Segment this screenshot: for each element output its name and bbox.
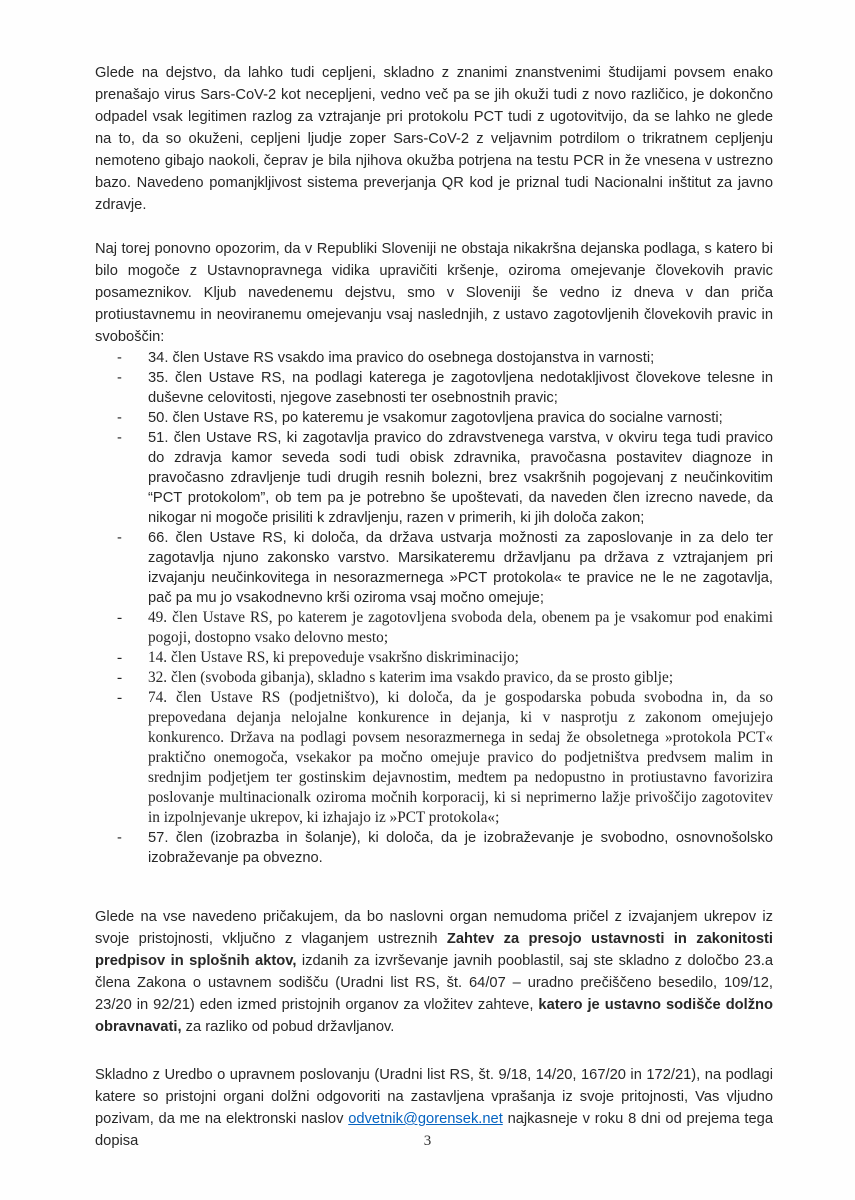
- constitution-article-item: [95, 528, 773, 608]
- constitution-articles-list: [95, 348, 773, 868]
- list-dash: -: [117, 669, 123, 686]
- paragraph-intro-pct: Glede na dejstvo, da lahko tudi cepljeni, skladno z znanimi znanstvenimi študijami povsem enako prenašajo virus Sars-CoV-2 kot necepljeni, vedno več pa se jih okuži tudi z novo različico, je dokončno odpadel vsak legitimen razlog za vztrajanje pri protokolu PCT tudi z ugotovitvijo, da se lahko ne glede na to, da so okuženi, cepljeni ljudje zoper Sars-CoV-2 z veljavnim potrdilom o trikratnem cepljenju nemoteno gibajo naokoli, čeprav je bila njihova okužba potrjena na testu PCR in že vnesena v ustrezno bazo. Navedeno pomanjkljivost sistema preverjanja QR kod je priznal tudi Nacionalni inštitut za javno zdravje.: [95, 65, 773, 213]
- document-body: [95, 62, 773, 1152]
- list-item-text: 49. člen Ustave RS, po katerem je zagotovljena svoboda dela, obenem pa je vsakomur pod enakimi pogoji, dostopno vsako delovno mesto;: [148, 609, 773, 646]
- list-item-text: 51. člen Ustave RS, ki zagotavlja pravico do zdravstvenega varstva, v okviru tega tudi pravico do zdravja kamor seveda sodi tudi obisk zdravnika, pravočasna postavitev diagnoze in pravočasno zdravljenje tudi drugih resnih bolezni, brez vsakršnih pogojevanj z neučinkovitim “PCT protokolom”, ob tem pa je potrebno še upoštevati, da naveden člen izrecno navede, da nikogar ni mogoče prisiliti k zdravljenju, razen v primerih, ki jih določa zakon;: [148, 430, 773, 526]
- list-dash: -: [117, 350, 122, 366]
- paragraph-demand: [95, 906, 773, 1038]
- list-dash: -: [117, 689, 123, 706]
- list-item-text: 74. člen Ustave RS (podjetništvo), ki določa, da je gospodarska pobuda svobodna in, da so prepovedana dejanja nelojalne konkurence in dejanja, ki v nasprotju z zakonom omejujejo konkurenco. Država na podlagi povsem nesorazmernega in sedaj že obsoletnega »protokola PCT« praktično onemogoča, vsekakor pa močno omejuje pravico do podjetništva predvsem malim in srednjim podjetjem ter gostinskim dejavnostim, medtem pa nedopustno in protiustavno favorizira poslovanje multinacionalk oziroma močnih korporacij, ki si neprimerno lažje privoščijo zagotovitev in izpolnjevanje ukrepov, ki izhajajo iz »PCT protokola«;: [148, 689, 773, 826]
- constitution-article-item: [95, 828, 773, 868]
- constitution-article-item: [95, 348, 773, 368]
- constitution-article-item: [95, 608, 773, 648]
- text-run: najkasneje v roku 8 dni od prejema tega dopisa: [95, 1111, 773, 1149]
- email-link[interactable]: odvetnik@gorensek.net: [348, 1111, 503, 1127]
- paragraph-constitutional-rights: Naj torej ponovno opozorim, da v Republiki Sloveniji ne obstaja nikakršna dejanska podlaga, s katero bi bilo mogoče z Ustavnopravnega vidika upravičiti kršenje, oziroma omejevanje človekovih pravic posameznikov. Kljub navedenemu dejstvu, smo v Sloveniji še vedno iz dneva v dan priča protiustavnemu in neoviranemu omejevanju vsaj naslednjih, z ustavo zagotovljenih človekovih pravic in svoboščin:: [95, 241, 773, 345]
- list-dash: -: [117, 530, 122, 546]
- text-run: Glede na vse navedeno pričakujem, da bo naslovni organ nemudoma pričel z izvajanjem ukrepov iz svoje pristojnosti, vključno z vlaganjem ustreznih: [95, 909, 773, 947]
- constitution-article-item: [95, 668, 773, 688]
- list-item-text: 57. člen (izobrazba in šolanje), ki določa, da je izobraževanje je svobodno, osnovnošolsko izobraževanje pa obvezno.: [148, 830, 773, 866]
- constitution-article-item: [95, 408, 773, 428]
- list-item-text: 32. člen (svoboda gibanja), skladno s katerim ima vsakdo pravico, da se prosto giblje;: [148, 669, 674, 686]
- text-run: Skladno z Uredbo o upravnem poslovanju (Uradni list RS, št. 9/18, 14/20, 167/20 in 172/21), na podlagi katere so pristojni organi dolžni odgovoriti na zastavljena vprašanja iz svoje pritojnosti, Vas vljudno pozivam, da me na elektronski naslov: [95, 1067, 773, 1127]
- list-dash: -: [117, 370, 122, 386]
- list-dash: -: [117, 609, 123, 626]
- page-number: 3: [423, 1133, 432, 1149]
- text-run: izdanih za izvrševanje javnih pooblastil, saj ste skladno z določbo 23.a člena Zakona o ustavnem sodišču (Uradni list RS, št. 64/07 – uradno prečiščeno besedilo, 109/12, 23/20 in 92/21) eden izmed pristojnih organov za vložitev zahteve,: [95, 953, 773, 1013]
- list-dash: -: [117, 830, 122, 846]
- list-item-text: 50. člen Ustave RS, po kateremu je vsakomur zagotovljena pravica do socialne varnosti;: [148, 410, 723, 426]
- bold-text: katero je ustavno sodišče dolžno obravnavati,: [95, 997, 773, 1035]
- constitution-article-item: [95, 648, 773, 668]
- text-run: za razliko od pobud državljanov.: [181, 1019, 395, 1035]
- list-item-text: 14. člen Ustave RS, ki prepoveduje vsakršno diskriminacijo;: [148, 649, 519, 666]
- list-dash: -: [117, 430, 122, 446]
- list-dash: -: [117, 649, 123, 666]
- constitution-article-item: [95, 688, 773, 828]
- constitution-article-item: [95, 428, 773, 528]
- list-item-text: 66. člen Ustave RS, ki določa, da država ustvarja možnosti za zaposlovanje in za delo ter zagotavlja njuno zakonsko varstvo. Marsikateremu državljanu pa država z vztrajanjem pri izvajanju neučinkovitega in nesorazmernega »PCT protokola« te pravice ne le ne zagotavlja, pač pa mu jo vsakodnevno krši oziroma vsaj močno omejuje;: [148, 530, 773, 606]
- constitution-article-item: [95, 368, 773, 408]
- list-item-text: 35. člen Ustave RS, na podlagi katerega je zagotovljena nedotakljivost človekove telesne in duševne celovitosti, njegove zasebnosti ter osebnostnih pravic;: [148, 370, 773, 406]
- list-dash: -: [117, 410, 122, 426]
- list-item-text: 34. člen Ustave RS vsakdo ima pravico do osebnega dostojanstva in varnosti;: [148, 350, 655, 366]
- bold-text: Zahtev za presojo ustavnosti in zakonitosti predpisov in splošnih aktov,: [95, 931, 773, 969]
